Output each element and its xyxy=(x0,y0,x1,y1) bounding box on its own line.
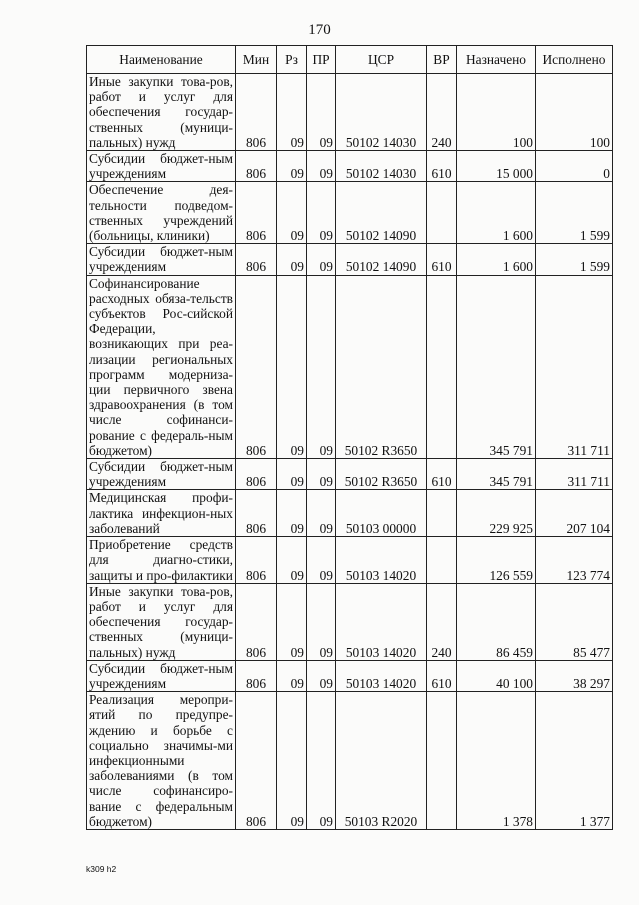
row-executed-cell: 123 774 xyxy=(536,537,613,584)
row-pr-cell: 09 xyxy=(307,660,336,691)
row-executed-cell: 1 599 xyxy=(536,182,613,244)
row-executed-cell: 311 711 xyxy=(536,275,613,458)
row-name-cell: Реализация меропри-ятий по предупре-ждению и борьбе с социально значимы-ми инфекционными заболеваниями (в том числе софинансиро-вание с федеральным бюджетом) xyxy=(87,692,236,830)
row-name-cell: Субсидии бюджет-ным учреждениям xyxy=(87,660,236,691)
row-pr-cell: 09 xyxy=(307,74,336,151)
row-rz-cell: 09 xyxy=(277,275,307,458)
table-row xyxy=(87,537,613,584)
table-row xyxy=(87,583,613,660)
row-min-cell: 806 xyxy=(236,244,277,275)
row-csr-cell: 50103 14020 xyxy=(336,583,427,660)
page-number: 170 xyxy=(308,22,331,38)
row-vr-cell: 610 xyxy=(427,660,457,691)
row-csr-cell: 50102 14090 xyxy=(336,244,427,275)
table-row xyxy=(87,151,613,182)
row-pr-cell: 09 xyxy=(307,583,336,660)
table-row xyxy=(87,182,613,244)
row-executed-cell: 1 599 xyxy=(536,244,613,275)
row-assigned-cell: 15 000 xyxy=(457,151,536,182)
row-rz-cell: 09 xyxy=(277,244,307,275)
row-pr-cell: 09 xyxy=(307,490,336,537)
table-row xyxy=(87,660,613,691)
row-min-cell: 806 xyxy=(236,583,277,660)
row-executed-cell: 1 377 xyxy=(536,692,613,830)
row-assigned-cell: 86 459 xyxy=(457,583,536,660)
row-name-cell: Субсидии бюджет-ным учреждениям xyxy=(87,151,236,182)
row-pr-cell: 09 xyxy=(307,275,336,458)
row-vr-cell: 610 xyxy=(427,244,457,275)
row-pr-cell: 09 xyxy=(307,537,336,584)
row-assigned-cell: 100 xyxy=(457,74,536,151)
row-csr-cell: 50102 R3650 xyxy=(336,459,427,490)
budget-table xyxy=(86,45,613,830)
row-name-cell: Софинансирование расходных обяза-тельств субъектов Рос-сийской Федерации, возникающих при реа-лизации региональных программ модерниза-ции первичного звена здравоохранения (в том числе софинанси-рование с федераль-ным бюджетом) xyxy=(87,275,236,458)
header-csr: ЦСР xyxy=(336,46,427,74)
header-assigned: Назначено xyxy=(457,46,536,74)
row-assigned-cell: 126 559 xyxy=(457,537,536,584)
row-name-cell: Иные закупки това-ров, работ и услуг для обеспечения государ-ственных (муници-пальных) нужд xyxy=(87,583,236,660)
row-assigned-cell: 1 378 xyxy=(457,692,536,830)
header-rz: Рз xyxy=(277,46,307,74)
row-min-cell: 806 xyxy=(236,490,277,537)
row-csr-cell: 50102 14030 xyxy=(336,151,427,182)
row-vr-cell xyxy=(427,692,457,830)
row-executed-cell: 38 297 xyxy=(536,660,613,691)
row-csr-cell: 50102 14090 xyxy=(336,182,427,244)
header-vr: ВР xyxy=(427,46,457,74)
row-vr-cell xyxy=(427,537,457,584)
row-pr-cell: 09 xyxy=(307,459,336,490)
row-min-cell: 806 xyxy=(236,151,277,182)
row-csr-cell: 50103 00000 xyxy=(336,490,427,537)
row-min-cell: 806 xyxy=(236,660,277,691)
table-row xyxy=(87,459,613,490)
row-assigned-cell: 1 600 xyxy=(457,244,536,275)
row-executed-cell: 0 xyxy=(536,151,613,182)
row-executed-cell: 85 477 xyxy=(536,583,613,660)
row-min-cell: 806 xyxy=(236,74,277,151)
row-min-cell: 806 xyxy=(236,692,277,830)
row-rz-cell: 09 xyxy=(277,537,307,584)
row-rz-cell: 09 xyxy=(277,692,307,830)
row-pr-cell: 09 xyxy=(307,151,336,182)
row-min-cell: 806 xyxy=(236,275,277,458)
table-header-row xyxy=(87,46,613,74)
row-name-cell: Приобретение средств для диагно-стики, защиты и про-филактики xyxy=(87,537,236,584)
row-pr-cell: 09 xyxy=(307,692,336,830)
header-min: Мин xyxy=(236,46,277,74)
row-executed-cell: 311 711 xyxy=(536,459,613,490)
table-row xyxy=(87,244,613,275)
row-rz-cell: 09 xyxy=(277,74,307,151)
row-name-cell: Субсидии бюджет-ным учреждениям xyxy=(87,459,236,490)
row-rz-cell: 09 xyxy=(277,490,307,537)
row-csr-cell: 50102 R3650 xyxy=(336,275,427,458)
table-row xyxy=(87,490,613,537)
row-rz-cell: 09 xyxy=(277,459,307,490)
row-min-cell: 806 xyxy=(236,459,277,490)
row-name-cell: Обеспечение дея-тельности подведом-ственных учреждений (больницы, клиники) xyxy=(87,182,236,244)
table-row xyxy=(87,275,613,458)
table-row xyxy=(87,692,613,830)
row-assigned-cell: 345 791 xyxy=(457,275,536,458)
header-pr: ПР xyxy=(307,46,336,74)
row-pr-cell: 09 xyxy=(307,182,336,244)
row-vr-cell: 240 xyxy=(427,74,457,151)
row-vr-cell xyxy=(427,490,457,537)
row-vr-cell: 610 xyxy=(427,459,457,490)
row-csr-cell: 50103 14020 xyxy=(336,660,427,691)
header-name: Наименование xyxy=(87,46,236,74)
row-name-cell: Иные закупки това-ров, работ и услуг для обеспечения государ-ственных (муници-пальных) нужд xyxy=(87,74,236,151)
table-row xyxy=(87,74,613,151)
row-rz-cell: 09 xyxy=(277,583,307,660)
row-pr-cell: 09 xyxy=(307,244,336,275)
row-name-cell: Субсидии бюджет-ным учреждениям xyxy=(87,244,236,275)
row-executed-cell: 100 xyxy=(536,74,613,151)
row-min-cell: 806 xyxy=(236,537,277,584)
row-vr-cell: 610 xyxy=(427,151,457,182)
row-assigned-cell: 229 925 xyxy=(457,490,536,537)
row-min-cell: 806 xyxy=(236,182,277,244)
row-vr-cell: 240 xyxy=(427,583,457,660)
row-vr-cell xyxy=(427,275,457,458)
row-executed-cell: 207 104 xyxy=(536,490,613,537)
row-assigned-cell: 1 600 xyxy=(457,182,536,244)
row-csr-cell: 50103 14020 xyxy=(336,537,427,584)
row-name-cell: Медицинская профи-лактика инфекцион-ных заболеваний xyxy=(87,490,236,537)
row-rz-cell: 09 xyxy=(277,151,307,182)
header-executed: Исполнено xyxy=(536,46,613,74)
row-csr-cell: 50103 R2020 xyxy=(336,692,427,830)
row-vr-cell xyxy=(427,182,457,244)
footer-code: k309 h2 xyxy=(86,864,117,874)
row-csr-cell: 50102 14030 xyxy=(336,74,427,151)
row-assigned-cell: 40 100 xyxy=(457,660,536,691)
row-rz-cell: 09 xyxy=(277,182,307,244)
row-assigned-cell: 345 791 xyxy=(457,459,536,490)
row-rz-cell: 09 xyxy=(277,660,307,691)
